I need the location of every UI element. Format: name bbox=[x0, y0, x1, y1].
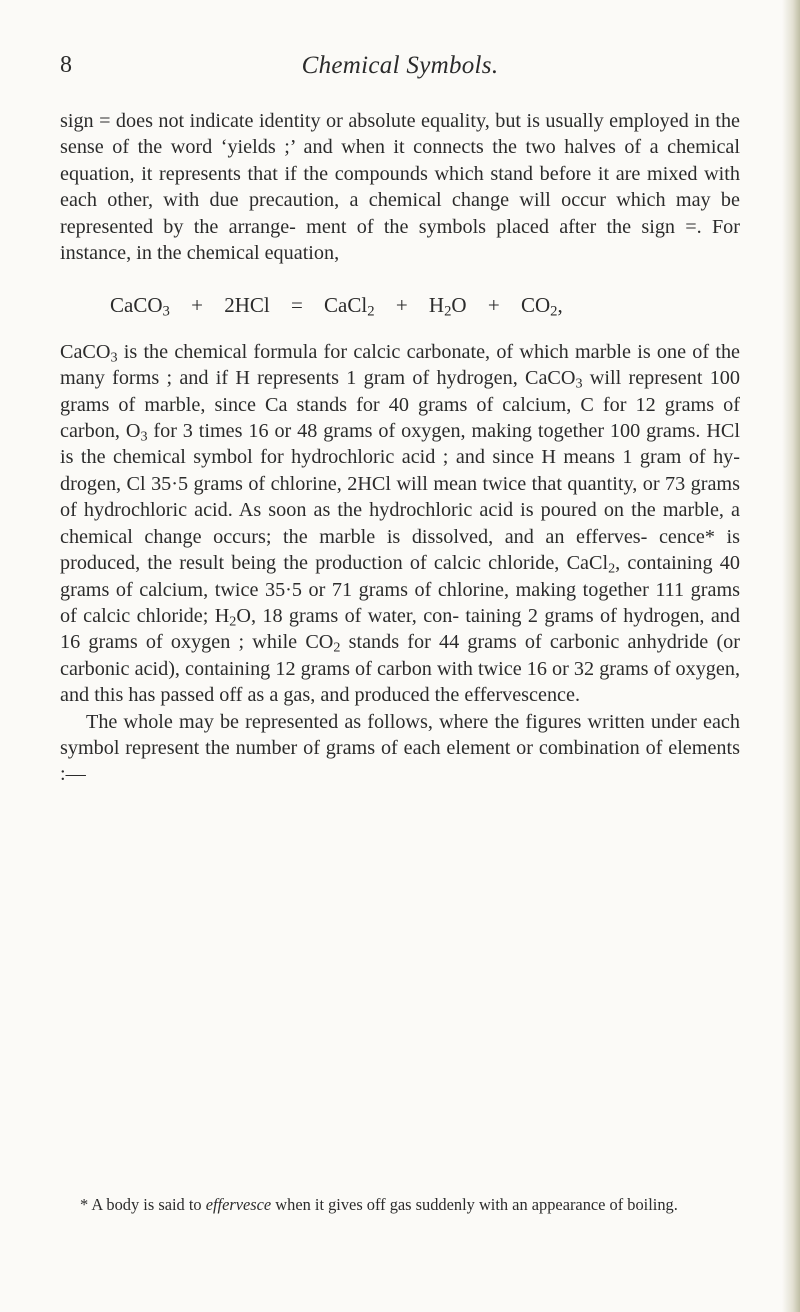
subscript: 3 bbox=[140, 428, 148, 445]
plus-sign: + bbox=[395, 293, 408, 318]
page-header bbox=[60, 52, 740, 92]
paragraph bbox=[60, 339, 740, 709]
equation-term: CaCO$_3$ bbox=[110, 293, 170, 321]
footnote-intro: * A body is said to bbox=[80, 1195, 206, 1214]
paragraph: sign = does not indicate identity or absolute equality, but is usually employed in the sense of the word ‘yields ;’ and when it connects the two halves of a chemical equation, it represents that if the compounds which stand before it are mixed with each other, with due precaution, a chemical change will occur which may be represented by the arrange- ment of the symbols placed after the sign =. For instance, in the chemical equation, bbox=[60, 110, 740, 265]
running-title: Chemical Symbols. bbox=[301, 52, 499, 79]
text-run: O, 18 grams of water, con- taining 2 grams of hydrogen, and 16 grams of oxygen ; while CO bbox=[60, 604, 740, 654]
text-run: , containing 40 grams of calcium, twice 35·5 or 71 grams of chlorine, making together 111 grams of calcic chloride; H bbox=[60, 552, 740, 627]
plus-sign: + bbox=[191, 293, 203, 318]
subscript: 2 bbox=[333, 639, 341, 656]
plus-sign: + bbox=[487, 293, 500, 318]
equation-term: CaCl$_2$ bbox=[324, 293, 375, 321]
equals-sign: = bbox=[290, 293, 303, 318]
footnote-term: effervesce bbox=[205, 1195, 272, 1214]
text-run: for 3 times 16 or 48 grams of oxygen, making together 100 grams. HCl is the chemical symbol for hydrochloric acid ; and since H means 1 gram of hy- drogen, Cl 35·5 grams of chlorine, 2HCl will mean twice that quantity, or 73 grams of hydrochloric acid. As soon as the hydrochloric acid is poured on the marble, a chemical change occurs; the marble is dissolved, and an efferves- cence* is produced, the result being the production of calcic chloride, CaCl bbox=[60, 420, 740, 575]
page-number: 8 bbox=[60, 52, 72, 78]
subscript: 3 bbox=[575, 375, 583, 392]
text-run: will represent 100 grams of marble, since Ca stands for 40 grams of calcium, C for 12 grams of carbon, O bbox=[60, 367, 740, 443]
page-edge-shadow bbox=[782, 0, 800, 1312]
subscript: 2 bbox=[608, 560, 616, 577]
subscript: 3 bbox=[110, 349, 118, 366]
equation-term: 2HCl bbox=[224, 293, 270, 318]
text-run: stands for 44 grams of carbonic anhydride (or carbonic acid), containing 12 grams of carbon with twice 16 or 32 grams of oxygen, and this has passed off as a gas, and produced the effervescence. bbox=[60, 631, 740, 707]
footnote bbox=[60, 1194, 740, 1216]
chemical-equation bbox=[60, 292, 740, 321]
footnote-rest: when it gives off gas suddenly with an appearance of boiling. bbox=[271, 1195, 678, 1214]
text-run: is the chemical formula for calcic carbonate, of which marble is one of the many forms ; and if H represents 1 gram of hydrogen, CaCO bbox=[60, 340, 740, 390]
text-run: CaCO bbox=[60, 340, 111, 363]
equation-term: $H_2O$ bbox=[428, 293, 467, 321]
equation-term: $CO_2$, bbox=[520, 293, 563, 321]
subscript: 2 bbox=[229, 613, 237, 630]
body-text bbox=[60, 108, 740, 788]
paragraph: The whole may be represented as follows, where the figures written under each symbol represent the number of grams of each element or combination of elements :— bbox=[60, 710, 740, 786]
